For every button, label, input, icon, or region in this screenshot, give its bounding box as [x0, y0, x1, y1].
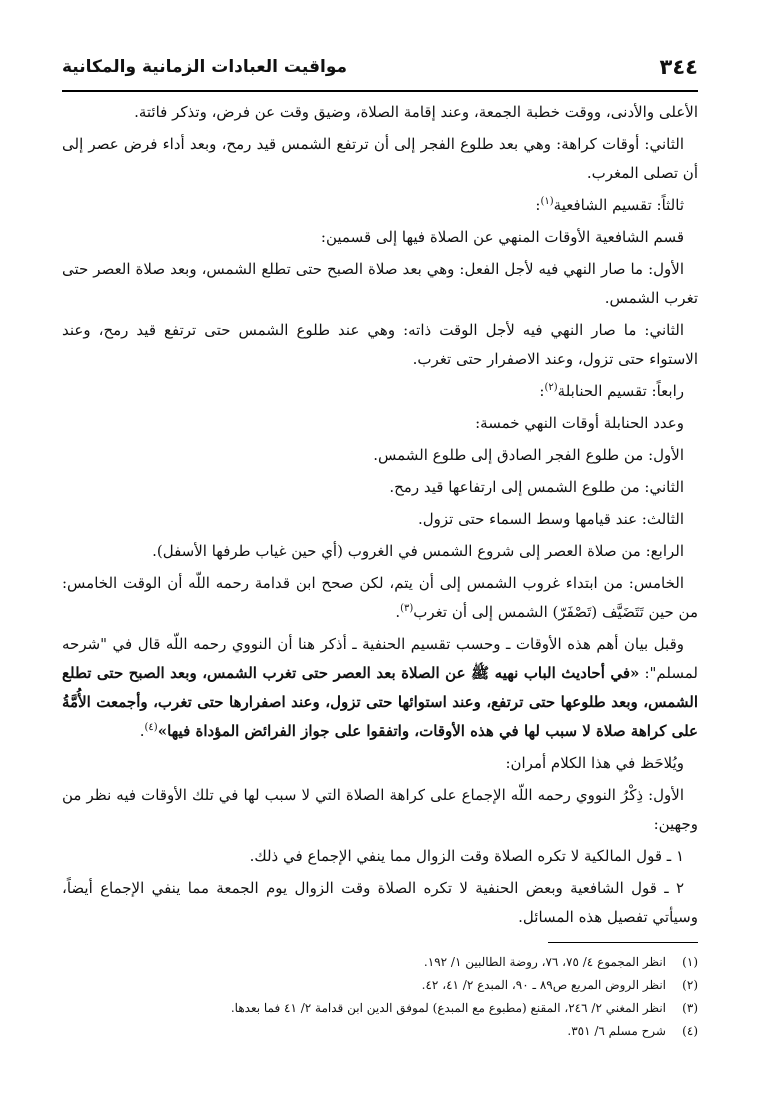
item-text: الخامس: من ابتداء غروب الشمس إلى أن يتم، لكن صحح ابن قدامة رحمه اللّه أن الوقت الخامس: من حين تَتَضَيَّف (تَصْفَرّ) الشمس إلى أن تغرب	[62, 574, 698, 621]
paragraph: الأول: ما صار النهي فيه لأجل الفعل: وهي بعد صلاة الصبح حتى تطلع الشمس، وبعد صلاة العصر حتى تغرب الشمس.	[62, 260, 698, 307]
list-item: الثالث: عند قيامها وسط السماء حتى تزول.	[417, 510, 684, 528]
heading-text: ثالثاً: تقسيم الشافعية	[553, 196, 684, 214]
item-end: .	[395, 603, 401, 621]
footnote	[62, 951, 698, 974]
footnote-ref: (١)	[540, 196, 554, 207]
footnote	[62, 997, 698, 1020]
footnote-number: (٤)	[682, 1024, 698, 1038]
nawawi-quote: «في أحاديث الباب نهيه ﷺ عن الصلاة بعد العصر حتى تغرب الشمس، وبعد الصبح حتى تطلع الشمس، وبعد طلوعها حتى ترتفع، وعند استوائها حتى تزول، وعند اصفرارها حتى تغرب، وأجمعت الأُمَّةُ على كراهة صلاة لا سبب لها في هذه الأوقات، واتفقوا على جواز الفرائض المؤداة فيها»	[62, 664, 698, 740]
footnote	[62, 1020, 698, 1043]
paragraph: قسم الشافعية الأوقات المنهي عن الصلاة فيها إلى قسمين:	[320, 228, 684, 246]
footnote-number: (١)	[682, 955, 698, 969]
intro-text: وقبل بيان أهم هذه الأوقات ـ وحسب تقسيم الحنفية ـ أذكر هنا أن النووي رحمه اللّه قال في "شرحه لمسلم":	[62, 635, 698, 682]
footnote-text: انظر الروض المربع ص٨٩ ـ ٩٠، المبدع ٢/ ٤١، ٤٢.	[421, 978, 666, 992]
footnotes	[62, 951, 698, 1043]
paragraph: الثاني: ما صار النهي فيه لأجل الوقت ذاته: وهي عند طلوع الشمس حتى ترتفع قيد رمح، وعند الاستواء حتى تزول، وعند الاصفرار حتى تغرب.	[62, 321, 698, 368]
paragraph: ويُلاحَظ في هذا الكلام أمران:	[505, 754, 684, 772]
heading-colon: :	[535, 196, 541, 214]
page-header	[62, 50, 698, 84]
list-item	[62, 569, 698, 627]
footnote-ref: (٣)	[400, 603, 414, 614]
paragraph: الأول: ذِكْرُ النووي رحمه اللّه الإجماع على كراهة الصلاة التي لا سبب لها في تلك الأوقات فيه نظر من وجهين:	[62, 786, 698, 833]
heading-colon: :	[539, 382, 545, 400]
header-rule	[62, 90, 698, 92]
list-item: الثاني: من طلوع الشمس إلى ارتفاعها قيد رمح.	[389, 478, 684, 496]
list-item: الأول: من طلوع الفجر الصادق إلى طلوع الشمس.	[373, 446, 684, 464]
footnote-number: (٣)	[682, 1001, 698, 1015]
heading-text: رابعاً: تقسيم الحنابلة	[557, 382, 684, 400]
main-text	[62, 98, 698, 932]
quote-paragraph	[62, 630, 698, 746]
book-page	[62, 50, 698, 1043]
footnote-text: انظر المغني ٢/ ٢٤٦، المقنع (مطبوع مع المبدع) لموفق الدين ابن قدامة ٢/ ٤١ فما بعدها.	[230, 1001, 666, 1015]
running-title: مواقيت العبادات الزمانية والمكانية	[62, 57, 347, 77]
footnote	[62, 974, 698, 997]
quote-end: .	[139, 722, 145, 740]
footnote-number: (٢)	[682, 978, 698, 992]
footnote-text: انظر المجموع ٤/ ٧٥، ٧٦، روضة الطالبين ١/ ١٩٢.	[423, 955, 666, 969]
footnote-ref: (٤)	[144, 722, 158, 733]
list-item: الرابع: من صلاة العصر إلى شروع الشمس في الغروب (أي حين غياب طرفها الأسفل).	[152, 542, 684, 560]
footnote-rule	[548, 942, 698, 943]
section-heading	[62, 191, 698, 220]
paragraph: الثاني: أوقات كراهة: وهي بعد طلوع الفجر إلى أن ترتفع الشمس قيد رمح، وبعد أداء فرض عصر إلى أن تصلى المغرب.	[62, 135, 698, 182]
list-item: ٢ ـ قول الشافعية وبعض الحنفية لا تكره الصلاة وقت الزوال يوم الجمعة مما ينفي الإجماع أيضاً، وسيأتي تفصيل هذه المسائل.	[62, 879, 698, 926]
footnote-ref: (٢)	[544, 382, 558, 393]
paragraph: وعدد الحنابلة أوقات النهي خمسة:	[475, 414, 684, 432]
section-heading	[62, 377, 698, 406]
list-item: ١ ـ قول المالكية لا تكره الصلاة وقت الزوال مما ينفي الإجماع في ذلك.	[249, 847, 684, 865]
footnote-text: شرح مسلم ٦/ ٣٥١.	[567, 1024, 666, 1038]
paragraph: الأعلى والأدنى، ووقت خطبة الجمعة، وعند إقامة الصلاة، وضيق وقت عن فرض، وتذكر فائتة.	[134, 103, 698, 121]
page-number: ٣٤٤	[659, 55, 698, 79]
